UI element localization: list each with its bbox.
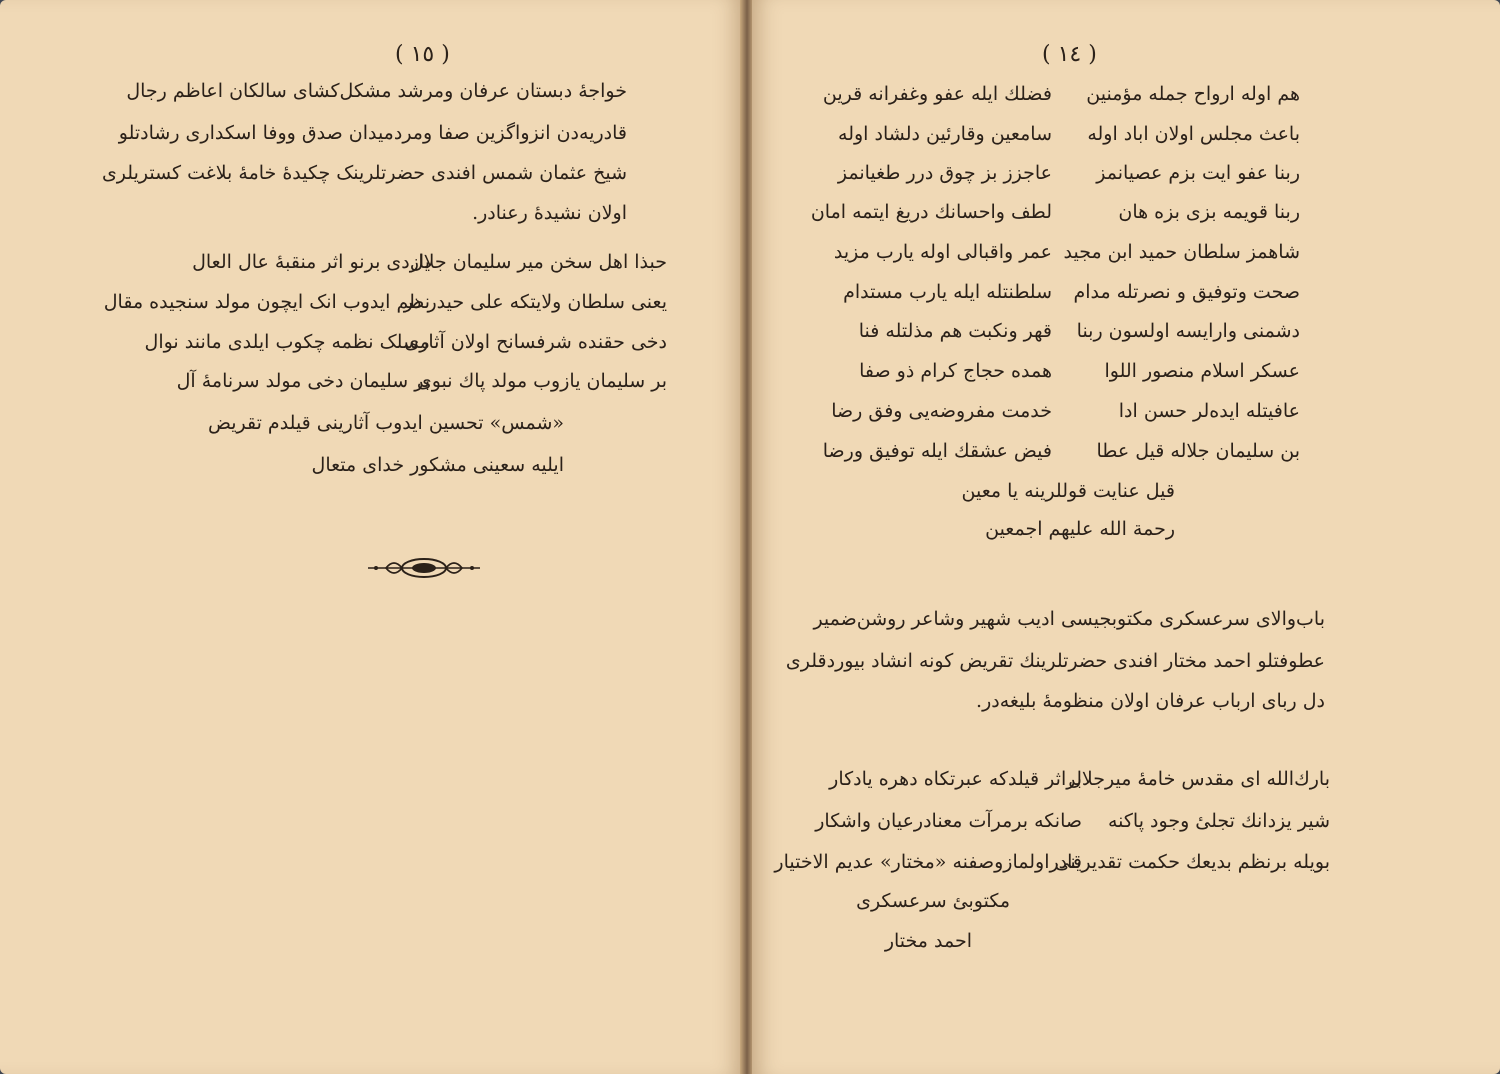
verse-second-hemistich: سامعین وقارئین دلشاد اوله [838,123,1052,145]
right-page [752,0,1500,1074]
verse-second-hemistich: براثر قیلدکه عبرتکاه دهره یادکار [829,768,1082,790]
verse-second-hemistich: عاجزز بز چوق درر طغیانمز [837,162,1052,184]
verse-first-hemistich: هم اوله ارواح جمله مؤمنین [1086,83,1300,105]
verse-second-hemistich: همده حجاج کرام ذو صفا [859,360,1052,382]
signature-name: احمد مختار [884,930,972,952]
verse-second-hemistich: یازدی برنو اثر منقبهٔ عال العال [192,251,430,273]
verse-second-hemistich: فضلك ایله عفو وغفرانه قرین [822,83,1052,105]
verse-second-hemistich: لطف واحسانك دریغ ایتمه امان [810,201,1052,223]
verse-first-hemistich: شیر یزدانك تجلیٔ وجود پاکنه [1107,810,1330,832]
prose-line: عطوفتلو احمد مختار افندی حضرتلرینك تقریض کونه انشاد بیوردقلری [785,650,1325,672]
verse-first-hemistich: حبذا اهل سخن میر سلیمان جلال [409,251,667,273]
verse-first-hemistich: ربنا عفو ایت بزم عصیانمز [1096,162,1300,184]
verse-first-hemistich: دشمنی وارایسه اولسون ربنا [1076,320,1300,342]
verse-second-hemistich: سلطنتله ایله یارب مستدام [843,281,1052,303]
verse-second-hemistich: عمر واقبالی اوله یارب مزید [833,241,1052,263]
prose-line: قادریه‌دن انزواگزین صفا ومردمیدان صدق ووفا اسکداری رشادتلو [118,122,627,144]
prose-line: شیخ عثمان شمس افندی حضرتلرینک چکیدهٔ خامهٔ بلاغت کستریلری [101,162,627,184]
page-number: ( ١٤ ) [1042,42,1097,67]
verse-first-hemistich: عافیتله ایده‌لر حسن ادا [1118,400,1300,422]
verse-first-hemistich: بارك‌الله ای مقدس خامهٔ میرجلال [1068,768,1330,790]
closing-verse-line: قیل عنایت قوللرینه یا معین [961,480,1175,502]
verse-second-hemistich: فیض عشقك ایله توفیق ورضا [822,440,1052,462]
verse-first-hemistich: شاهمز سلطان حمید ابن مجید [1063,241,1300,263]
verse-first-hemistich: بر سلیمان یازوب مولد پاك نبوی [416,370,667,392]
signature-title: مکتوبئ سرعسکری [856,890,1010,912]
verse-first-hemistich: بن سلیمان جلاله قیل عطا [1096,440,1300,462]
verse-second-hemistich: صانکه برمرآت معنادرعیان واشکار [815,810,1082,832]
prose-line: خواجهٔ دبستان عرفان ومرشد مشکل‌کشای سالکان اعاظم رجال [126,80,627,102]
verse-second-hemistich: قادراولمازوصفنه «مختار» عدیم الاختیار [774,851,1082,873]
verse-first-hemistich: دخی حقنده شرفسانح اولان آثاری [404,331,667,353]
closing-verse-line: ایلیه سعینی مشکور خدای متعال [311,454,564,476]
closing-verse-line: رحمة الله علیهم اجمعین [985,518,1175,540]
prose-line: باب‌والای سرعسکری مکتوبجیسی ادیب شهیر وشاعر روشن‌ضمیر [813,608,1325,630]
verse-first-hemistich: بویله برنظم بدیعك حکمت تقدیرینی [1054,851,1330,873]
verse-first-hemistich: صحت وتوفیق و نصرتله مدام [1073,281,1300,303]
verse-second-hemistich: خدمت مفروضه‌یی وفق رضا [831,400,1052,422]
verse-first-hemistich: باعث مجلس اولان اباد اوله [1087,123,1300,145]
verse-first-hemistich: یعنی سلطان ولایتکه علی حیدر در [403,291,667,313]
left-page [0,0,742,1074]
verse-first-hemistich: ربنا قویمه بزی بزه هان [1118,201,1300,223]
verse-first-hemistich: عسکر اسلام منصور اللوا [1104,360,1300,382]
verse-second-hemistich: قهر ونکبت هم مذلتله فنا [858,320,1052,342]
closing-verse-line: «شمس» تحسین ایدوب آثارینی قیلدم تقریض [207,412,564,434]
prose-line: اولان نشیدهٔ رعنادر. [472,202,627,224]
ornament-icon [366,555,482,581]
verse-second-hemistich: مسلک نظمه چکوب ایلدی مانند نوال [144,331,430,353]
prose-line: دل ربای ارباب عرفان اولان منظومهٔ بلیغه‌در. [976,690,1325,712]
verse-second-hemistich: بر سلیمان دخی مولد سرنامهٔ آل [176,370,430,392]
page-number: ( ١٥ ) [395,42,450,67]
verse-second-hemistich: نظم ایدوب انک ایچون مولد سنجیده مقال [103,291,430,313]
